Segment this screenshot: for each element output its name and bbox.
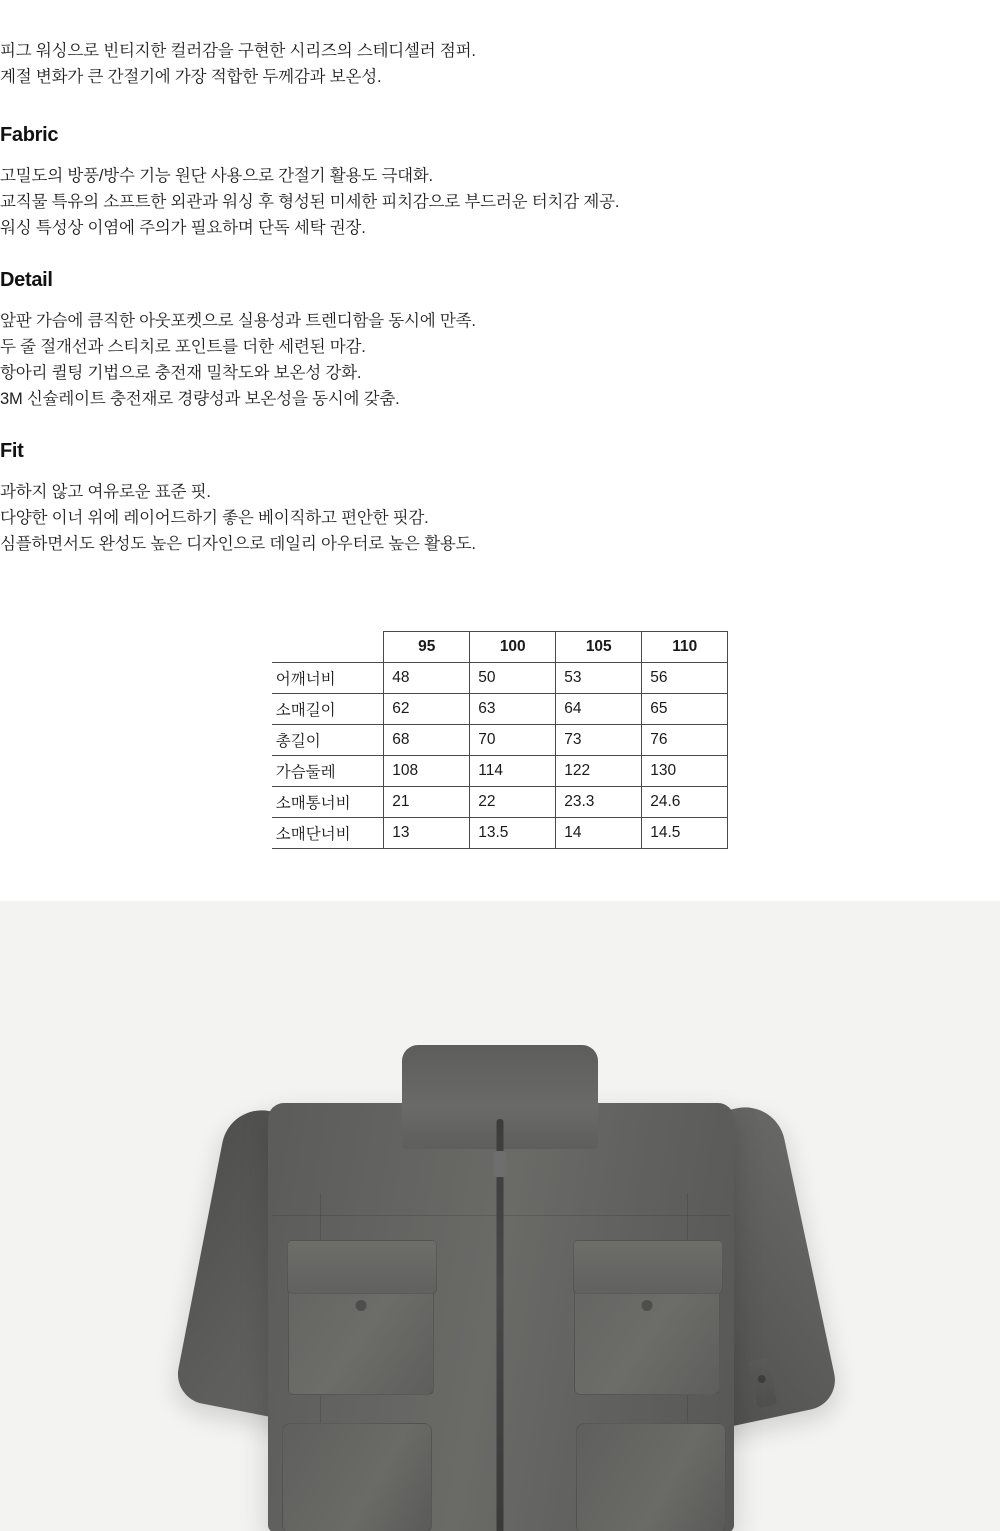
section-line: 3M 신슐레이트 충전재로 경량성과 보온성을 동시에 갖춤. [0,390,400,408]
jacket-zipper-pull [494,1151,507,1177]
jacket-sleeve-tab-button [757,1374,766,1383]
measure-value: 73 [556,725,642,756]
measure-value: 68 [384,725,470,756]
jacket-sleeve-tab [748,1357,778,1408]
jacket-chest-pocket-left [288,1245,434,1395]
section-line: 다양한 이너 위에 레이어드하기 좋은 베이직하고 편안한 핏감. [0,509,429,527]
measure-value: 21 [384,787,470,818]
table-row [272,694,728,725]
section-line: 두 줄 절개선과 스티치로 포인트를 더한 세련된 마감. [0,338,366,356]
jacket-zipper [497,1119,504,1531]
measure-value: 130 [642,756,728,787]
size-column-header: 95 [384,632,470,663]
jacket-lower-pocket-right [576,1423,726,1531]
jacket-pocket-button [356,1300,367,1311]
section-body-fit [0,479,1000,557]
jacket-pocket-button [642,1300,653,1311]
intro-description [0,0,1000,90]
size-column-header: 100 [470,632,556,663]
measure-value: 76 [642,725,728,756]
section-line: 심플하면서도 완성도 높은 디자인으로 데일리 아우터로 높은 활용도. [0,535,476,553]
measure-value: 48 [384,663,470,694]
measure-value: 23.3 [556,787,642,818]
measure-value: 65 [642,694,728,725]
section-line: 교직물 특유의 소프트한 외관과 워싱 후 형성된 미세한 피치감으로 부드러운 터치감 제공. [0,193,620,211]
table-header-row [272,632,728,663]
measure-label: 소매길이 [272,694,384,725]
table-row [272,818,728,849]
jacket-lower-pocket-left [282,1423,432,1531]
measure-label: 소매단너비 [272,818,384,849]
jacket-pocket-flap [573,1240,723,1294]
measure-value: 14.5 [642,818,728,849]
measure-value: 64 [556,694,642,725]
measure-label: 소매통너비 [272,787,384,818]
size-table [272,631,729,849]
measure-value: 13 [384,818,470,849]
section-body-detail [0,308,1000,412]
section-line: 앞판 가슴에 큼직한 아웃포켓으로 실용성과 트렌디함을 동시에 만족. [0,312,476,330]
jacket-illustration [160,993,840,1531]
measure-value: 63 [470,694,556,725]
size-column-header: 105 [556,632,642,663]
measure-value: 53 [556,663,642,694]
table-corner-cell [272,632,384,663]
intro-line: 계절 변화가 큰 간절기에 가장 적합한 두께감과 보온성. [0,68,382,86]
jacket-pocket-flap [287,1240,437,1294]
measure-value: 122 [556,756,642,787]
size-table-wrapper [0,631,1000,849]
table-row [272,663,728,694]
section-heading-detail: Detail [0,269,53,291]
measure-value: 108 [384,756,470,787]
measure-value: 50 [470,663,556,694]
jacket-chest-pocket-right [574,1245,720,1395]
measure-label: 총길이 [272,725,384,756]
section-line: 과하지 않고 여유로운 표준 핏. [0,483,211,501]
section-line: 워싱 특성상 이염에 주의가 필요하며 단독 세탁 권장. [0,219,366,237]
measure-value: 24.6 [642,787,728,818]
section-heading-fit: Fit [0,440,24,462]
section-line: 고밀도의 방풍/방수 기능 원단 사용으로 간절기 활용도 극대화. [0,167,433,185]
measure-label: 가슴둘레 [272,756,384,787]
section-heading-fabric: Fabric [0,124,59,146]
measure-value: 62 [384,694,470,725]
intro-line: 피그 워싱으로 빈티지한 컬러감을 구현한 시리즈의 스테디셀러 점퍼. [0,42,476,60]
section-body-fabric [0,163,1000,241]
size-column-header: 110 [642,632,728,663]
product-photo [0,901,1000,1531]
measure-value: 114 [470,756,556,787]
section-line: 항아리 퀼팅 기법으로 충전재 밀착도와 보온성 강화. [0,364,362,382]
measure-value: 22 [470,787,556,818]
measure-value: 13.5 [470,818,556,849]
measure-value: 14 [556,818,642,849]
measure-label: 어깨너비 [272,663,384,694]
measure-value: 56 [642,663,728,694]
measure-value: 70 [470,725,556,756]
table-row [272,756,728,787]
table-row [272,787,728,818]
table-row [272,725,728,756]
